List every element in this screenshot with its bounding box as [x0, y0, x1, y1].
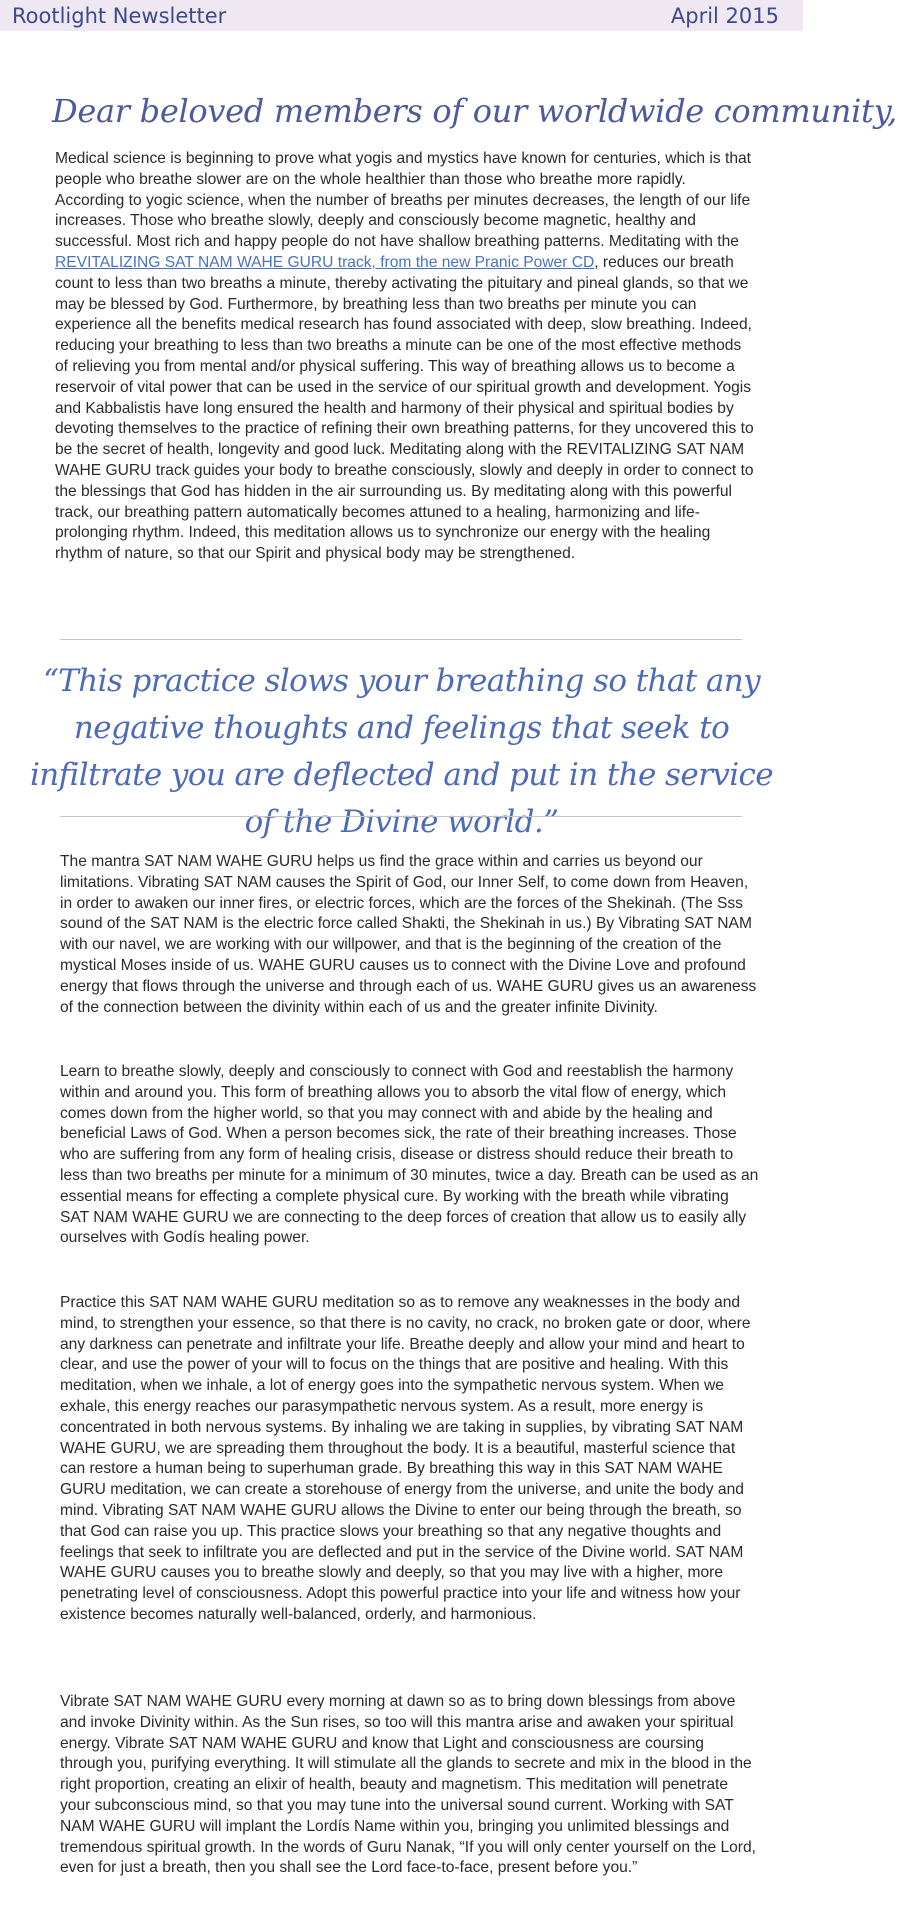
- quote-divider-top: [60, 639, 742, 640]
- pull-quote: “This practice slows your breathing so that any negative thoughts and feelings that seek to infiltrate you are deflected and put in the service of the Divine world.”: [29, 663, 774, 840]
- quote-divider-bottom: [60, 816, 742, 817]
- breathing-paragraph: Learn to breathe slowly, deeply and consciously to connect with God and reestablish the harmony within and around you. This form of breathing allows you to absorb the vital flow of energy, which comes down from the higher world, so that you may connect with and abide by the healing and beneficial Laws of God. When a person becomes sick, the rate of their breathing increases. Those who are suffering from any form of healing crisis, disease or distress should reduce their breath to less than two breaths per minute for a minimum of 30 minutes, twice a day. Breath can be used as an essential means for effecting a complete physical cure. By working with the breath while vibrating SAT NAM WAHE GURU we are connecting to the deep forces of creation that allow us to easily ally ourselves with Godís healing power.: [60, 1063, 759, 1247]
- practice-paragraph: Practice this SAT NAM WAHE GURU meditation so as to remove any weaknesses in the body and mind, to strengthen your essence, so that there is no cavity, no crack, no broken gate or door, where any darkness can penetrate and infiltrate your life. Breathe deeply and allow your mind and heart to clear, and use the power of your will to focus on the things that are positive and healing. With this meditation, when we inhale, a lot of energy goes into the sympathetic nervous system. When we exhale, this energy reaches our parasympathetic nervous system. As a result, more energy is concentrated in both nervous systems. By inhaling we are taking in supplies, by vibrating SAT NAM WAHE GURU, we are spreading them throughout the body. It is a beautiful, masterful science that can restore a human being to superhuman grade. By breathing this way in this SAT NAM WAHE GURU meditation, we can create a storehouse of energy from the universe, and unite the body and mind. Vibrating SAT NAM WAHE GURU allows the Divine to enter our being through the breath, so that God can raise you up. This practice slows your breathing so that any negative thoughts and feelings that seek to infiltrate you are deflected and put in the service of the Divine world. SAT NAM WAHE GURU causes you to breathe slowly and deeply, so that you may live with a higher, more penetrating level of consciousness. Adopt this powerful practice into your life and witness how your existence becomes naturally well-balanced, orderly, and harmonious.: [60, 1294, 751, 1623]
- intro-paragraph: [55, 149, 755, 565]
- intro-text-end: , reduces our breath count to less than two breaths a minute, thereby activating the pituitary and pineal glands, so that we may be blessed by God. Furthermore, by breathing less than two breaths per minute you can experience all the benefits medical research has found associated with deep, slow breathing. Indeed, reducing your breathing to less than two breaths a minute can be one of the most effective methods of relieving you from mental and/or physical suffering. This way of breathing allows us to become a reservoir of vital power that can be used in the service of our spiritual growth and development. Yogis and Kabbalistis have long ensured the health and harmony of their physical and spiritual bodies by devoting themselves to the practice of refining their own breathing patterns, for they uncovered this to be the secret of health, longevity and good luck. Meditating along with the REVITALIZING SAT NAM WAHE GURU track guides your body to breathe consciously, slowly and deeply in order to connect to the blessings that God has hidden in the air surrounding us. By meditating along with this powerful track, our breathing pattern automatically becomes attuned to a healing, harmonizing and life-prolonging rhythm. Indeed, this meditation allows us to synchronize our energy with the healing rhythm of nature, so that our Spirit and physical body may be strengthened.: [55, 253, 754, 563]
- newsletter-title: Rootlight Newsletter: [12, 4, 227, 28]
- revitalizing-track-link[interactable]: REVITALIZING SAT NAM WAHE GURU track, from the new Pranic Power CD: [55, 253, 595, 271]
- intro-text-start: Medical science is beginning to prove what yogis and mystics have known for centuries, which is that people who breathe slower are on the whole healthier than those who breathe more rapidly. According to yogic science, when the number of breaths per minutes decreases, the length of our life increases. Those who breathe slowly, deeply and consciously become magnetic, healthy and successful. Most rich and happy people do not have shallow breathing patterns. Meditating with the: [55, 150, 752, 251]
- mantra-paragraph: The mantra SAT NAM WAHE GURU helps us find the grace within and carries us beyond our limitations. Vibrating SAT NAM causes the Spirit of God, our Inner Self, to come down from Heaven, in order to awaken our inner fires, or electric forces, which are the forces of the Shekinah. (The Sss sound of the SAT NAM is the electric force called Shakti, the Shekinah in us.) By Vibrating SAT NAM with our navel, we are working with our willpower, and that is the beginning of the creation of the mystical Moses inside of us. WAHE GURU causes us to connect with the Divine Love and profound energy that flows through the universe and through each of us. WAHE GURU gives us an awareness of the connection between the divinity within each of us and the greater infinite Divinity.: [60, 853, 757, 1016]
- greeting-heading: Dear beloved members of our worldwide community,: [52, 92, 897, 130]
- issue-date: April 2015: [670, 4, 779, 28]
- newsletter-header: [0, 0, 803, 31]
- vibrate-paragraph: Vibrate SAT NAM WAHE GURU every morning at dawn so as to bring down blessings from above and invoke Divinity within. As the Sun rises, so too will this mantra arise and awaken your spiritual energy. Vibrate SAT NAM WAHE GURU and know that Light and consciousness are coursing through you, purifying everything. It will stimulate all the glands to secrete and mix in the blood in the right proportion, creating an elixir of health, beauty and magnetism. This meditation will penetrate your subconscious mind, so that you may tune into the universal sound current. Working with SAT NAM WAHE GURU will implant the Lordís Name within you, bringing you unlimited blessings and tremendous spiritual growth. In the words of Guru Nanak, “If you will only center yourself on the Lord, even for just a breath, then you shall see the Lord face-to-face, present before you.”: [60, 1693, 756, 1877]
